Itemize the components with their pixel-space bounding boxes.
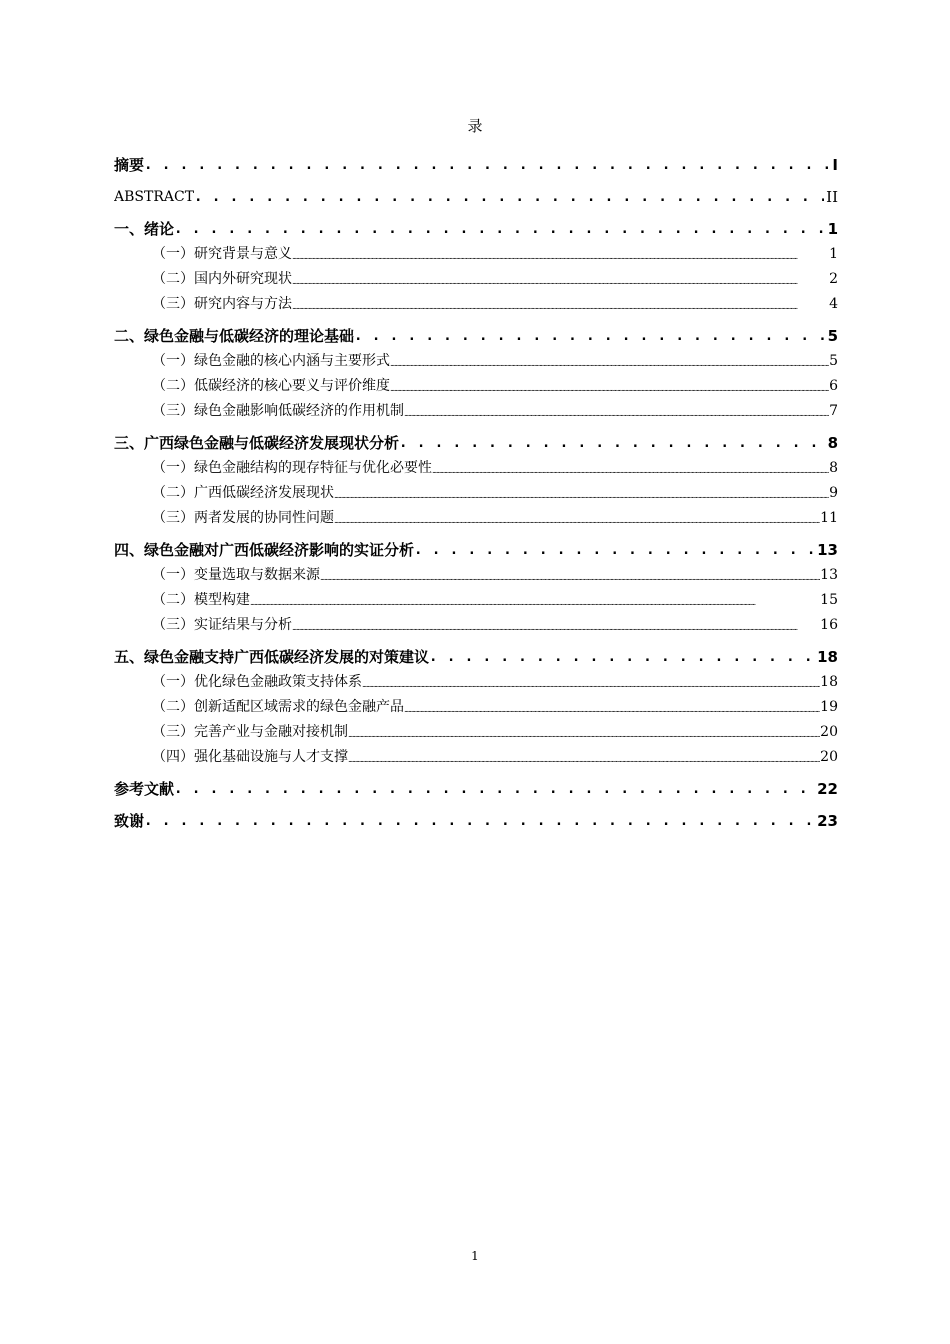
toc-entry-label: （一）优化绿色金融政策支持体系	[152, 674, 362, 690]
toc-entry-label: （二）创新适配区域需求的绿色金融产品	[152, 699, 404, 715]
toc-entry-page-number: 1	[829, 246, 838, 262]
toc-entry-page-number: 6	[829, 378, 838, 394]
toc-section-entry[interactable]	[114, 743, 838, 768]
toc-dot-leader	[432, 463, 829, 479]
toc-entry-page-number: 9	[829, 485, 838, 501]
toc-chapter-entry[interactable]	[114, 208, 838, 240]
toc-entry-page-number: II	[826, 188, 838, 206]
toc-entry-page-number: 20	[820, 749, 838, 765]
toc-section-entry[interactable]	[114, 693, 838, 718]
toc-entry-page-number: 18	[817, 648, 838, 666]
toc-dot-leader	[348, 727, 820, 743]
toc-section-entry[interactable]	[114, 290, 838, 315]
toc-dot-leader	[334, 513, 820, 529]
toc-dot-leader	[292, 274, 829, 290]
toc-section-entry[interactable]	[114, 504, 838, 529]
toc-section-entry[interactable]	[114, 479, 838, 504]
toc-entry-label: 三、广西绿色金融与低碳经济发展现状分析	[114, 434, 400, 452]
toc-dot-leader	[320, 570, 820, 586]
toc-dot-leader	[429, 646, 815, 668]
toc-entry-page-number: 22	[817, 780, 838, 798]
toc-entry-label: （一）研究背景与意义	[152, 246, 292, 262]
toc-entry-page-number: 5	[827, 327, 838, 345]
toc-dot-leader	[399, 432, 826, 454]
toc-entry-label: ABSTRACT	[114, 189, 195, 205]
toc-entry-label: 五、绿色金融支持广西低碳经济发展的对策建议	[114, 648, 430, 666]
toc-entry-label: 二、绿色金融与低碳经济的理论基础	[114, 327, 355, 345]
toc-section-entry[interactable]	[114, 454, 838, 479]
toc-entry-label: （三）两者发展的协同性问题	[152, 510, 334, 526]
toc-dot-leader	[250, 595, 820, 611]
toc-entry-label: （一）绿色金融结构的现存特征与优化必要性	[152, 460, 432, 476]
toc-dot-leader	[144, 810, 815, 832]
toc-section-entry[interactable]	[114, 347, 838, 372]
toc-entry-page-number: 13	[820, 567, 838, 583]
toc-section-entry[interactable]	[114, 561, 838, 586]
toc-dot-leader	[174, 778, 815, 800]
toc-entry-label: （二）模型构建	[152, 592, 250, 608]
toc-entry-page-number: 8	[827, 434, 838, 452]
toc-section-entry[interactable]	[114, 397, 838, 422]
toc-entry-label: 摘要	[114, 156, 145, 174]
toc-section-entry[interactable]	[114, 668, 838, 693]
toc-section-entry[interactable]	[114, 372, 838, 397]
toc-dot-leader	[292, 249, 829, 265]
page-number-footer: 1	[471, 1249, 479, 1263]
toc-entry-page-number: 11	[820, 510, 838, 526]
toc-entry-label: 致谢	[114, 812, 145, 830]
toc-entry-page-number: 18	[820, 674, 838, 690]
toc-dot-leader	[362, 677, 820, 693]
toc-dot-leader	[390, 381, 829, 397]
toc-chapter-entry[interactable]	[114, 422, 838, 454]
toc-entry-page-number: 23	[817, 812, 838, 830]
toc-entry-page-number: 5	[829, 353, 838, 369]
toc-entry-page-number: I	[832, 156, 838, 174]
toc-dot-leader	[348, 752, 820, 768]
toc-entry-label: （三）绿色金融影响低碳经济的作用机制	[152, 403, 404, 419]
toc-chapter-entry[interactable]	[114, 768, 838, 800]
toc-entry-label: （三）实证结果与分析	[152, 617, 292, 633]
toc-entry-page-number: 7	[829, 403, 838, 419]
toc-entry-label: （二）广西低碳经济发展现状	[152, 485, 334, 501]
toc-entry-label: 一、绪论	[114, 220, 175, 238]
toc-entry-label: 四、绿色金融对广西低碳经济影响的实证分析	[114, 541, 415, 559]
toc-entry-page-number: 2	[829, 271, 838, 287]
toc-section-entry[interactable]	[114, 240, 838, 265]
toc-chapter-entry[interactable]	[114, 636, 838, 668]
toc-chapter-entry[interactable]	[114, 176, 838, 208]
toc-dot-leader	[194, 186, 824, 208]
toc-dot-leader	[404, 406, 829, 422]
toc-entry-label: （四）强化基础设施与人才支撑	[152, 749, 348, 765]
toc-section-entry[interactable]	[114, 586, 838, 611]
toc-entry-label: （二）国内外研究现状	[152, 271, 292, 287]
toc-entry-label: （二）低碳经济的核心要义与评价维度	[152, 378, 390, 394]
toc-title: 录	[467, 117, 483, 135]
toc-dot-leader	[292, 620, 820, 636]
toc-section-entry[interactable]	[114, 265, 838, 290]
toc-dot-leader	[404, 702, 820, 718]
toc-entry-page-number: 16	[820, 617, 838, 633]
toc-dot-leader	[390, 356, 829, 372]
toc-entry-page-number: 1	[827, 220, 838, 238]
toc-chapter-entry[interactable]	[114, 144, 838, 176]
table-of-contents	[114, 144, 838, 832]
toc-chapter-entry[interactable]	[114, 529, 838, 561]
toc-entry-page-number: 19	[820, 699, 838, 715]
toc-entry-label: （一）变量选取与数据来源	[152, 567, 320, 583]
toc-dot-leader	[144, 154, 830, 176]
toc-entry-label: （一）绿色金融的核心内涵与主要形式	[152, 353, 390, 369]
toc-section-entry[interactable]	[114, 718, 838, 743]
toc-entry-page-number: 4	[829, 296, 838, 312]
toc-dot-leader	[334, 488, 829, 504]
toc-entry-page-number: 15	[820, 592, 838, 608]
toc-chapter-entry[interactable]	[114, 800, 838, 832]
toc-entry-label: 参考文献	[114, 780, 175, 798]
toc-dot-leader	[174, 218, 826, 240]
toc-entry-label: （三）完善产业与金融对接机制	[152, 724, 348, 740]
toc-chapter-entry[interactable]	[114, 315, 838, 347]
toc-entry-label: （三）研究内容与方法	[152, 296, 292, 312]
toc-entry-page-number: 13	[817, 541, 838, 559]
toc-section-entry[interactable]	[114, 611, 838, 636]
toc-entry-page-number: 8	[829, 460, 838, 476]
toc-entry-page-number: 20	[820, 724, 838, 740]
toc-dot-leader	[414, 539, 815, 561]
toc-dot-leader	[292, 299, 829, 315]
toc-dot-leader	[354, 325, 826, 347]
